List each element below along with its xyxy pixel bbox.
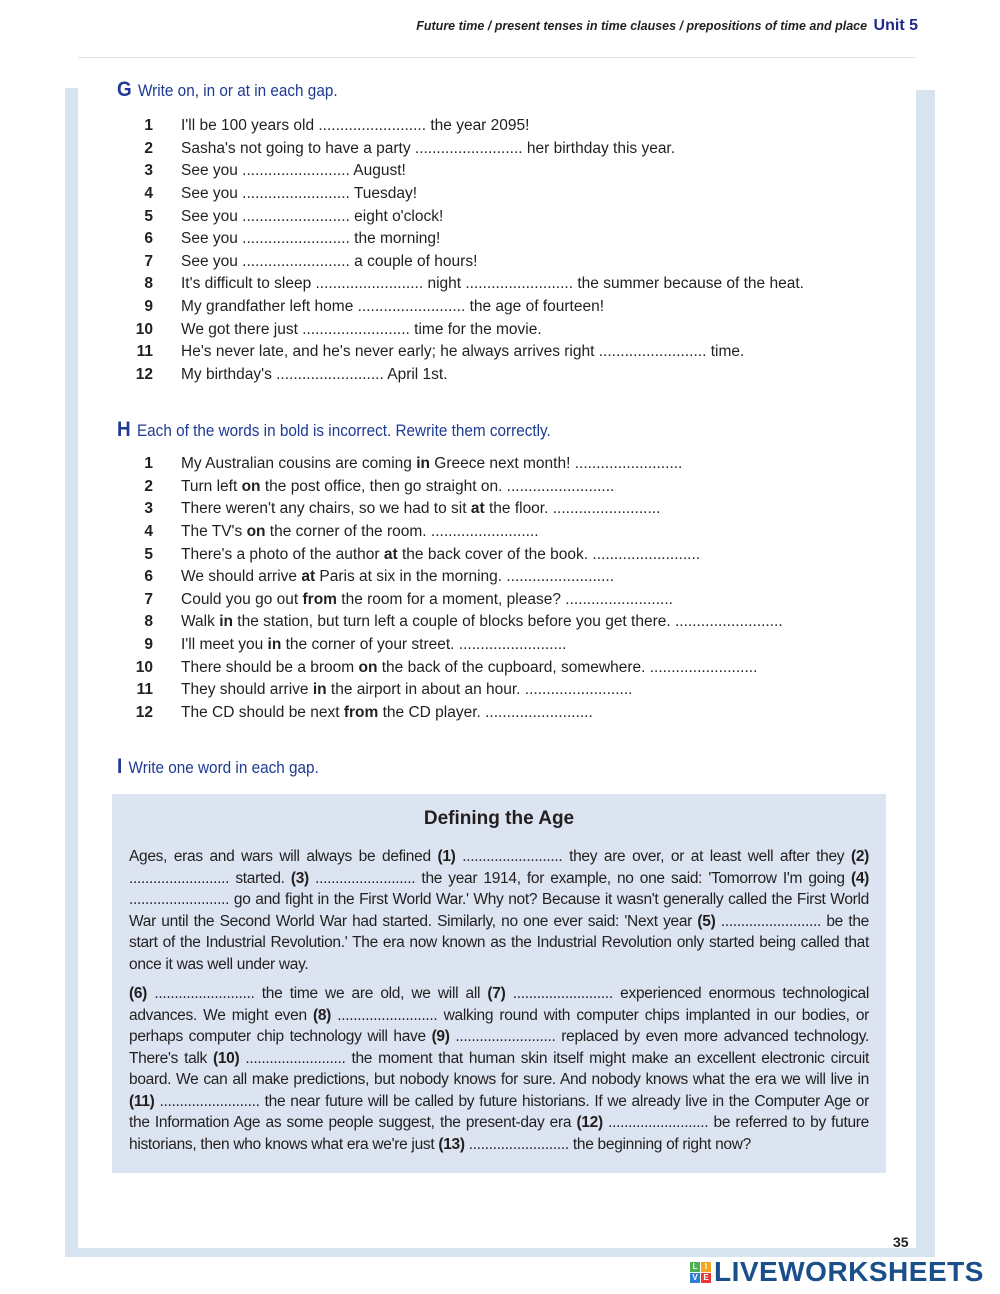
text-segment: ......................... the moment that human skin itself might make an excellent electronic circuit board. We can all make predictions, but nobody knows for sure. And nobody knows what the era we will live in: [129, 1049, 869, 1088]
item-text[interactable]: See you ......................... a couple of hours!: [181, 252, 478, 270]
item-number: 3: [144, 500, 153, 518]
section-instruction: Each of the words in bold is incorrect. Rewrite them correctly.: [136, 421, 551, 440]
item-number: 8: [144, 613, 153, 631]
item-text[interactable]: [181, 704, 593, 722]
logo-cube: I: [701, 1262, 711, 1272]
item-number: 8: [144, 275, 153, 293]
item-text-pre: We should arrive: [181, 568, 302, 586]
list-item: [128, 611, 783, 634]
item-text-pre: There should be a broom: [181, 658, 359, 676]
page-header: [416, 17, 918, 35]
item-number: 6: [144, 230, 153, 248]
list-item: [128, 521, 783, 544]
item-text-pre: My Australian cousins are coming: [181, 455, 417, 473]
item-number: 1: [144, 455, 153, 473]
incorrect-word: from: [302, 590, 337, 608]
exercise-h-list: [128, 453, 783, 724]
item-text-pre: Walk: [181, 613, 220, 631]
page-number: 35: [893, 1234, 909, 1250]
gap-number: (11): [129, 1092, 155, 1110]
gap-number: (3): [290, 869, 309, 887]
item-text-post: the floor. .........................: [484, 500, 661, 518]
logo-cube: L: [690, 1262, 700, 1272]
section-letter: H: [117, 418, 131, 441]
text-segment: Ages, eras and wars will always be defined: [129, 848, 438, 865]
item-text-post: the corner of your street. .........................: [281, 636, 567, 654]
section-h-heading: [117, 418, 551, 442]
list-item: [128, 453, 783, 476]
item-text-post: the back cover of the book. .........................: [397, 545, 701, 563]
list-item: [128, 273, 804, 296]
item-number: 10: [135, 658, 153, 676]
item-number: 5: [144, 545, 153, 563]
item-text[interactable]: I'll be 100 years old ......................... the year 2095!: [181, 117, 530, 135]
liveworksheets-logo: [690, 1256, 984, 1288]
list-item: [128, 183, 804, 206]
text-segment: ......................... replaced by even more advanced technology. There's talk: [129, 1028, 870, 1067]
list-item: [128, 679, 783, 702]
logo-text: LIVEWORKSHEETS: [714, 1256, 984, 1287]
item-text-post: the room for a moment, please? .........................: [336, 590, 673, 608]
item-text-post: the back of the cupboard, somewhere. .........................: [377, 658, 758, 676]
gap-number: (6): [129, 985, 148, 1002]
item-number: 6: [144, 568, 153, 586]
text-segment: ......................... walking round with computer chips implanted in our bodies, or perhaps computer chip technology will have: [129, 1006, 870, 1045]
section-g-heading: [117, 78, 338, 102]
text-segment: ......................... the year 1914, for example, no one said: 'Tomorrow I'm going: [308, 869, 851, 887]
item-text[interactable]: [181, 478, 614, 496]
item-text-pre: The TV's: [181, 523, 247, 541]
text-segment: ......................... experienced enormous technological advances. We might even: [129, 985, 869, 1024]
list-item: [128, 318, 804, 341]
reading-text-box: [112, 794, 886, 1173]
item-text-post: the CD player. .........................: [378, 703, 593, 721]
list-item: [128, 115, 804, 138]
item-text-post: Greece next month! .........................: [429, 455, 683, 473]
item-text[interactable]: [181, 500, 660, 518]
item-text[interactable]: [181, 613, 783, 631]
logo-cubes-icon: [690, 1262, 711, 1283]
item-text[interactable]: [181, 659, 757, 677]
gap-number: (5): [697, 912, 716, 930]
exercise-g-list: [128, 115, 804, 386]
item-number: 1: [144, 117, 153, 135]
item-text-pre: The CD should be next: [181, 703, 344, 721]
item-text[interactable]: It's difficult to sleep ......................... night ......................... the summer because of the heat.: [181, 275, 804, 293]
text-segment: ......................... the near future will be called by future historians. If we already live in the Computer Age or the Information Age as some people suggest, the present-day era: [129, 1092, 869, 1131]
unit-label: Unit 5: [873, 17, 918, 34]
text-title: Defining the Age: [423, 808, 575, 829]
list-item: [128, 589, 783, 612]
text-segment: ......................... they are over, or at least well after they: [455, 848, 851, 865]
list-item: [128, 138, 804, 161]
background-strip: [915, 90, 935, 1255]
list-item: [128, 543, 783, 566]
item-text-post: the airport in about an hour. .........................: [326, 681, 633, 699]
incorrect-word: in: [267, 636, 282, 654]
item-number: 2: [144, 477, 153, 495]
item-number: 12: [135, 703, 153, 721]
text-segment: ......................... started.: [129, 869, 291, 887]
list-item: [128, 566, 783, 589]
section-letter: I: [117, 755, 123, 778]
gap-number: (7): [487, 985, 506, 1002]
item-text[interactable]: [181, 591, 673, 609]
item-number: 3: [144, 162, 153, 180]
item-text[interactable]: [181, 636, 566, 654]
gap-number: (4): [850, 869, 869, 887]
incorrect-word: at: [383, 545, 398, 563]
item-number: 4: [144, 185, 153, 203]
item-text[interactable]: [181, 568, 614, 586]
item-text[interactable]: [181, 681, 632, 699]
item-number: 11: [136, 343, 153, 361]
text-segment: ......................... the time we are old, we will all: [147, 985, 488, 1002]
section-letter: G: [117, 78, 132, 101]
item-text[interactable]: He's never late, and he's never early; he always arrives right ......................... time.: [181, 343, 745, 361]
list-item: [128, 498, 783, 521]
gap-number: (13): [438, 1135, 465, 1153]
list-item: [128, 296, 804, 319]
item-text[interactable]: [181, 455, 682, 473]
gap-number: (8): [312, 1006, 332, 1024]
logo-cube: E: [701, 1273, 711, 1283]
item-text[interactable]: We got there just ......................... time for the movie.: [181, 320, 542, 338]
item-text[interactable]: My grandfather left home ......................... the age of fourteen!: [181, 298, 605, 316]
list-item: [128, 656, 783, 679]
item-number: 7: [144, 252, 153, 270]
list-item: [128, 205, 804, 228]
item-text[interactable]: See you ......................... eight o'clock!: [181, 207, 444, 225]
gap-number: (12): [576, 1114, 603, 1131]
item-text-post: the station, but turn left a couple of blocks before you get there. .........................: [232, 613, 783, 631]
item-number: 12: [135, 365, 153, 383]
text-segment: ......................... the beginning of right now?: [464, 1135, 751, 1153]
incorrect-word: in: [219, 613, 233, 631]
list-item: [128, 228, 804, 251]
item-text-pre: There weren't any chairs, so we had to sit: [181, 500, 471, 518]
incorrect-word: from: [343, 703, 379, 721]
item-text[interactable]: Sasha's not going to have a party ......................... her birthday this year.: [181, 139, 676, 157]
item-text-post: the post office, then go straight on. .........................: [260, 477, 615, 495]
item-number: 10: [135, 320, 153, 338]
incorrect-word: at: [301, 568, 316, 586]
section-i-heading: [117, 755, 319, 779]
paragraph: [129, 983, 869, 1155]
gap-number: (1): [437, 848, 456, 865]
item-number: 5: [144, 207, 153, 225]
incorrect-word: at: [470, 500, 485, 518]
item-text-pre: Turn left: [181, 477, 242, 495]
gap-number: (9): [431, 1028, 450, 1045]
item-number: 7: [144, 590, 153, 608]
list-item: [128, 702, 783, 725]
list-item: [128, 251, 804, 274]
item-text[interactable]: See you ......................... Tuesday!: [181, 185, 418, 203]
gap-number: (10): [212, 1049, 240, 1067]
section-instruction: Write on, in or at in each gap.: [138, 81, 338, 100]
logo-cube: V: [690, 1273, 700, 1283]
list-item: [128, 364, 804, 387]
item-text-pre: There's a photo of the author: [181, 545, 384, 563]
item-number: 11: [136, 681, 153, 699]
list-item: [128, 634, 783, 657]
gap-number: (2): [850, 848, 869, 865]
list-item: [128, 476, 783, 499]
list-item: [128, 341, 804, 364]
text-segment: ......................... be the start of the Industrial Revolution.' The era now known as the Industrial Revolution only started being called that once it was well under way.: [129, 912, 870, 973]
section-instruction: Write one word in each gap.: [128, 758, 319, 777]
item-number: 9: [144, 298, 153, 316]
item-text-pre: Could you go out: [181, 590, 303, 608]
item-text[interactable]: [181, 546, 700, 564]
item-number: 4: [144, 523, 153, 541]
incorrect-word: on: [246, 523, 266, 541]
item-number: 9: [144, 636, 153, 654]
item-text-pre: I'll meet you: [181, 636, 268, 654]
item-text[interactable]: See you ......................... August!: [181, 162, 406, 180]
item-text-pre: They should arrive: [181, 681, 313, 699]
item-text[interactable]: See you ......................... the morning!: [181, 230, 441, 248]
item-number: 2: [144, 139, 153, 157]
incorrect-word: in: [312, 681, 327, 699]
paragraph: [129, 846, 869, 975]
incorrect-word: on: [358, 658, 378, 676]
text-segment: ......................... go and fight in the First World War.' Why not? Because it wasn't generally called the First World War until the Second World War had started. Similarly, no one ever said: 'Next year: [129, 891, 869, 930]
item-text-post: Paris at six in the morning. .........................: [315, 568, 615, 586]
item-text[interactable]: [181, 523, 539, 541]
incorrect-word: in: [416, 455, 430, 473]
text-segment: ......................... be referred to by future historians, then who knows what era we're just: [129, 1114, 869, 1153]
list-item: [128, 160, 804, 183]
header-topics: Future time / present tenses in time clauses / prepositions of time and place: [416, 19, 868, 33]
incorrect-word: on: [241, 477, 261, 495]
item-text[interactable]: My birthday's ......................... April 1st.: [181, 365, 448, 383]
item-text-post: the corner of the room. .........................: [265, 523, 539, 541]
